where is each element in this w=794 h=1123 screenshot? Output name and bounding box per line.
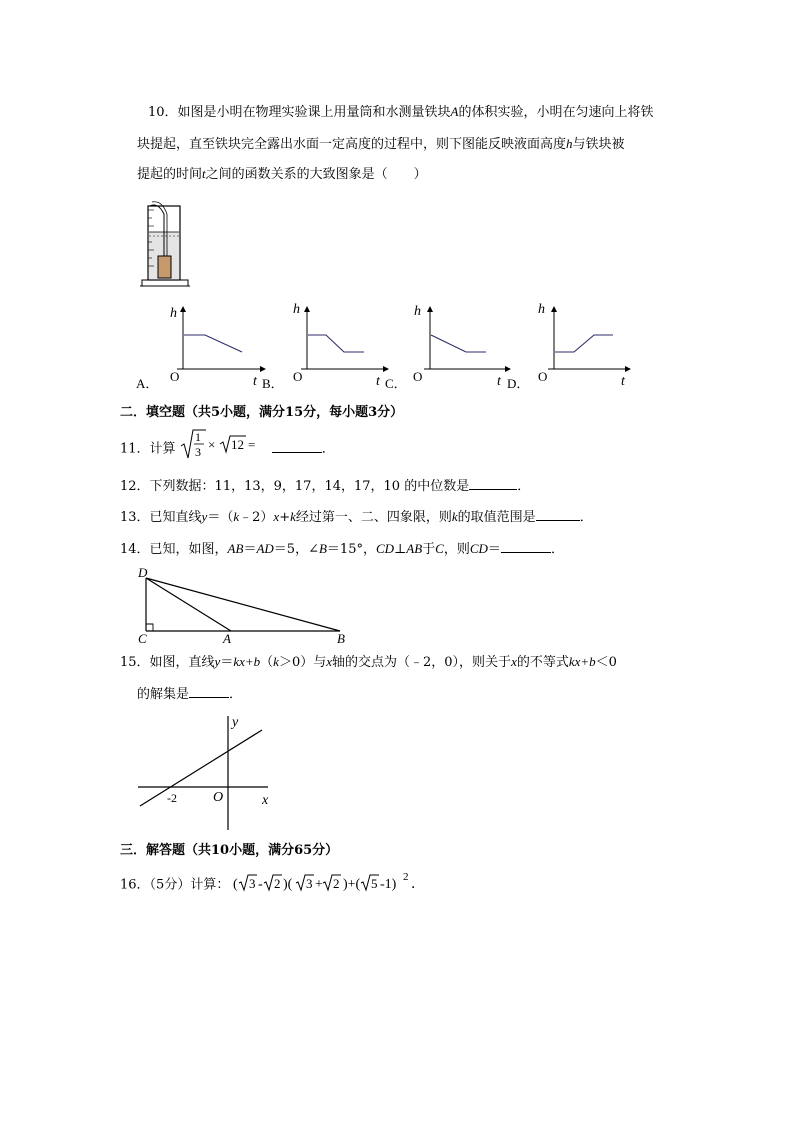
q14: 14．已知，如图，AB＝AD＝5，∠B＝15°，CD⊥AB于C，则CD＝ ．: [120, 541, 564, 557]
svg-text:=: =: [247, 437, 256, 452]
graph-b: [293, 302, 388, 389]
svg-text:2: 2: [274, 876, 281, 891]
svg-text:3: 3: [249, 876, 256, 891]
graph-b-origin: O: [293, 369, 303, 384]
svg-text:2: 2: [333, 876, 340, 891]
point-a-label: A: [223, 631, 231, 646]
q11-answer-blank[interactable]: [272, 440, 322, 453]
graph-neg2-label: -2: [167, 791, 177, 805]
svg-text:5: 5: [371, 876, 378, 891]
q11: 11．计算 1 3 × 12 = ．: [120, 430, 335, 459]
option-c: C．: [385, 376, 407, 391]
graph-y-label: y: [232, 715, 239, 730]
svg-text:×: ×: [207, 437, 216, 452]
svg-text:3: 3: [306, 876, 313, 891]
q15-answer-blank[interactable]: [189, 685, 229, 698]
graph-a-origin: O: [170, 369, 180, 384]
line-graph: [134, 710, 284, 832]
option-a: A．: [136, 376, 159, 391]
graph-a: [170, 306, 265, 389]
graph-c-h-label: h: [414, 304, 421, 319]
svg-text:．: ．: [411, 877, 426, 892]
point-b-label: B: [337, 631, 345, 646]
graph-origin-label: O: [213, 790, 224, 805]
graph-c: [413, 304, 510, 389]
graph-d-t-label: t: [621, 374, 625, 389]
option-b: B．: [262, 376, 284, 391]
svg-text:)+(: )+(: [343, 877, 361, 892]
point-c-label: C: [138, 631, 147, 646]
q10-line2: 块提起，直至铁块完全露出水面一定高度的过程中，则下图能反映液面高度h与铁块被: [137, 136, 625, 152]
q12-answer-blank[interactable]: [469, 477, 517, 490]
graph-c-origin: O: [413, 369, 423, 384]
svg-text:(: (: [233, 877, 239, 892]
section-3-title: 三．解答题（共10小题，满分65分）: [120, 843, 339, 858]
svg-text:3: 3: [194, 445, 201, 459]
q13: 13．已知直线y＝（k﹣2）x+k经过第一、二、四象限，则k的取值范围是 ．: [120, 509, 593, 525]
graph-b-t-label: t: [376, 374, 380, 389]
graph-c-t-label: t: [497, 374, 501, 389]
graph-a-h-label: h: [170, 306, 177, 321]
q16-expression: [233, 872, 463, 894]
q16: 16．（5分）计算： ( 3 - 2 )( 3 + 2 )+( 5 -1) 2 ．: [120, 876, 463, 895]
svg-text:12: 12: [230, 437, 244, 452]
q10-line1: 10．如图是小明在物理实验课上用量筒和水测量铁块A的体积实验，小明在匀速向上将铁: [148, 104, 654, 120]
svg-text:1: 1: [194, 430, 201, 444]
option-d: D．: [507, 376, 530, 391]
graph-x-label: x: [262, 793, 269, 808]
q11-expression: [180, 428, 272, 460]
section-2-title: 二．填空题（共5小题，满分15分，每小题3分）: [120, 405, 404, 420]
q15-line2: 的解集是 ．: [137, 687, 243, 702]
graph-b-h-label: h: [293, 302, 300, 317]
q14-answer-blank[interactable]: [501, 540, 551, 553]
graph-d-origin: O: [538, 369, 548, 384]
svg-text:)(: )(: [283, 877, 293, 892]
triangle-figure: [134, 564, 354, 646]
q10-line3: 提起的时间t之间的函数关系的大致图象是（ ）: [137, 166, 427, 182]
q15-line1: 15．如图，直线y＝kx+b（k＞0）与x轴的交点为（﹣2，0），则关于x的不等式kx+b＜0: [120, 654, 617, 670]
beaker-illustration: [140, 196, 190, 288]
q12: 12．下列数据：11，13，9，17，14，17，10 的中位数是 ．: [120, 479, 531, 494]
svg-text:2: 2: [403, 872, 409, 883]
svg-text:+: +: [315, 877, 324, 892]
q13-answer-blank[interactable]: [536, 508, 580, 521]
graph-a-t-label: t: [253, 374, 257, 389]
graph-d-h-label: h: [538, 302, 545, 317]
point-d-label: D: [138, 565, 148, 580]
svg-text:-: -: [258, 877, 264, 892]
graph-d: [538, 302, 630, 389]
svg-text:-1): -1): [380, 877, 397, 892]
